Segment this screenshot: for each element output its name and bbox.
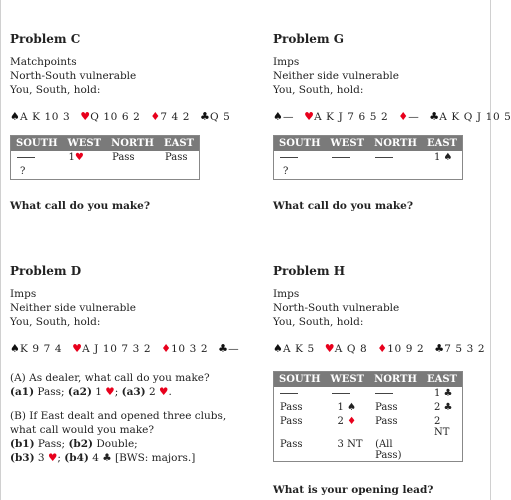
bid-cell: 3 NT bbox=[337, 439, 363, 450]
part-b-question: (B) If East dealt and opened three clubs, bbox=[10, 410, 227, 422]
bid-cell: (All Pass) bbox=[375, 439, 402, 461]
clubs-cards: — bbox=[228, 343, 240, 355]
problem-info bbox=[10, 287, 230, 329]
club-icon: ♣ bbox=[434, 342, 445, 355]
bid-cell: Pass bbox=[280, 439, 303, 450]
hearts-cards: Q 10 6 2 bbox=[90, 111, 141, 123]
problem-title: Problem D bbox=[10, 264, 82, 278]
part-b-options-cont: (b3) 3 ♥; (b4) 4 ♣ [BWS: majors.] bbox=[10, 452, 196, 464]
problem-c bbox=[10, 32, 230, 212]
bid-cell: Pass bbox=[280, 402, 303, 413]
vulnerability-text: North-South vulnerable bbox=[273, 302, 400, 314]
bid-cell: 2 ♦ bbox=[337, 416, 357, 427]
header-east: EAST bbox=[422, 136, 463, 152]
left-border bbox=[0, 0, 1, 500]
problem-title: Problem G bbox=[273, 32, 345, 46]
scoring-text: Imps bbox=[273, 56, 300, 68]
bid-cell: 1 ♠ bbox=[337, 402, 357, 413]
header-east: EAST bbox=[159, 136, 200, 152]
spade-icon: ♠ bbox=[443, 152, 453, 163]
scoring-text: Imps bbox=[273, 288, 300, 300]
hearts-cards: A K J 7 6 5 2 bbox=[314, 111, 389, 123]
heart-icon: ♥ bbox=[304, 110, 315, 123]
spade-icon: ♠ bbox=[273, 110, 284, 123]
problem-info bbox=[273, 55, 493, 97]
dash-cell bbox=[11, 151, 63, 165]
dash-cell bbox=[274, 387, 326, 401]
club-icon: ♣ bbox=[218, 342, 229, 355]
question: What call do you make? bbox=[273, 200, 413, 212]
auction-table bbox=[273, 135, 463, 180]
diamond-icon: ♦ bbox=[347, 416, 357, 427]
table-row bbox=[274, 165, 463, 180]
scoring-text: Imps bbox=[10, 288, 37, 300]
bid-cell: Pass bbox=[112, 152, 135, 163]
problem-title: Problem H bbox=[273, 264, 346, 278]
header-west: WEST bbox=[326, 372, 370, 388]
header-east: EAST bbox=[422, 372, 463, 388]
diamonds-cards: 10 3 2 bbox=[171, 343, 209, 355]
question: What is your opening lead? bbox=[273, 484, 434, 496]
header-north: NORTH bbox=[369, 136, 422, 152]
hearts-cards: A J 10 7 3 2 bbox=[82, 343, 152, 355]
dash-cell bbox=[326, 151, 370, 165]
dash-cell bbox=[274, 151, 326, 165]
hold-text: You, South, hold: bbox=[10, 84, 101, 96]
hand bbox=[273, 342, 493, 355]
dash-cell bbox=[326, 387, 370, 401]
bid-cell: ? bbox=[20, 166, 26, 177]
problem-info bbox=[273, 287, 493, 329]
header-south: SOUTH bbox=[11, 136, 63, 152]
diamond-icon: ♦ bbox=[398, 110, 409, 123]
hold-text: You, South, hold: bbox=[10, 316, 101, 328]
club-icon: ♣ bbox=[429, 110, 440, 123]
auction-table bbox=[273, 371, 463, 462]
spade-icon: ♠ bbox=[10, 110, 21, 123]
heart-icon: ♥ bbox=[324, 342, 336, 355]
diamond-icon: ♦ bbox=[161, 342, 172, 355]
hearts-cards: A Q 8 bbox=[334, 343, 368, 355]
spades-cards: K 9 7 4 bbox=[20, 343, 63, 355]
spades-cards: A K 5 bbox=[283, 343, 315, 355]
bid-cell bbox=[422, 438, 463, 462]
problem-g bbox=[273, 32, 511, 212]
heart-icon: ♥ bbox=[72, 342, 83, 355]
table-row bbox=[274, 401, 463, 415]
spade-icon: ♠ bbox=[347, 402, 357, 413]
club-icon: ♣ bbox=[200, 110, 211, 123]
bid-cell: Pass bbox=[375, 416, 398, 427]
bid-cell: Pass bbox=[280, 416, 303, 427]
problem-title: Problem C bbox=[10, 32, 81, 46]
spades-cards: A K 10 3 bbox=[20, 111, 71, 123]
vulnerability-text: Neither side vulnerable bbox=[273, 70, 399, 82]
heart-icon: ♥ bbox=[74, 152, 84, 163]
question: What call do you make? bbox=[10, 200, 150, 212]
header-south: SOUTH bbox=[274, 136, 326, 152]
diamond-icon: ♦ bbox=[377, 342, 388, 355]
club-icon: ♣ bbox=[443, 402, 453, 413]
spade-icon: ♠ bbox=[273, 342, 284, 355]
dash-cell bbox=[369, 151, 422, 165]
problem-d bbox=[10, 264, 240, 465]
diamonds-cards: — bbox=[408, 111, 420, 123]
hold-text: You, South, hold: bbox=[273, 316, 364, 328]
heart-icon: ♥ bbox=[105, 386, 115, 398]
problem-info bbox=[10, 55, 230, 97]
hand bbox=[10, 342, 240, 355]
diamonds-cards: 10 9 2 bbox=[387, 343, 425, 355]
table-row bbox=[274, 151, 463, 165]
header-north: NORTH bbox=[369, 372, 422, 388]
bid-cell: 2 ♣ bbox=[433, 402, 453, 413]
table-row bbox=[274, 415, 463, 438]
header-west: WEST bbox=[326, 136, 370, 152]
hand bbox=[10, 110, 230, 123]
bid-cell: Pass bbox=[164, 152, 188, 163]
bid-cell: 2 NT bbox=[433, 416, 450, 438]
header-south: SOUTH bbox=[274, 372, 326, 388]
bid-cell: 1 ♣ bbox=[433, 388, 453, 399]
club-icon: ♣ bbox=[443, 388, 453, 399]
hold-text: You, South, hold: bbox=[273, 84, 364, 96]
header-north: NORTH bbox=[106, 136, 159, 152]
bid-cell: 1 ♠ bbox=[433, 152, 453, 163]
hand bbox=[273, 110, 511, 123]
clubs-cards: 7 5 3 2 bbox=[444, 343, 486, 355]
diamonds-cards: 7 4 2 bbox=[160, 111, 191, 123]
bid-cell: Pass bbox=[375, 402, 398, 413]
options-a bbox=[10, 371, 230, 465]
part-a-options: (a1) Pass; (a2) 1 ♥; (a3) 2 ♥. bbox=[10, 386, 172, 398]
dash-cell bbox=[369, 387, 422, 401]
table-row bbox=[11, 165, 200, 180]
problem-h bbox=[273, 264, 493, 496]
bid-cell: ? bbox=[283, 166, 289, 177]
table-row bbox=[11, 151, 200, 165]
part-b-question-cont: what call would you make? bbox=[10, 424, 155, 436]
vulnerability-text: Neither side vulnerable bbox=[10, 302, 136, 314]
header-west: WEST bbox=[63, 136, 107, 152]
clubs-cards: A K Q J 10 5 bbox=[439, 111, 511, 123]
vulnerability-text: North-South vulnerable bbox=[10, 70, 137, 82]
diamond-icon: ♦ bbox=[150, 110, 161, 123]
auction-table bbox=[10, 135, 200, 180]
part-a-question: (A) As dealer, what call do you make? bbox=[10, 372, 210, 384]
table-row bbox=[274, 438, 463, 462]
heart-icon: ♥ bbox=[47, 452, 58, 464]
bid-cell: 1♥ bbox=[68, 152, 84, 163]
part-b-options: (b1) Pass; (b2) Double; bbox=[10, 438, 138, 450]
clubs-cards: Q 5 bbox=[210, 111, 231, 123]
spade-icon: ♠ bbox=[10, 342, 21, 355]
spades-cards: — bbox=[283, 111, 295, 123]
club-icon: ♣ bbox=[102, 452, 112, 464]
heart-icon: ♥ bbox=[159, 386, 169, 398]
scoring-text: Matchpoints bbox=[10, 56, 77, 68]
table-row bbox=[274, 387, 463, 401]
heart-icon: ♥ bbox=[80, 110, 91, 123]
